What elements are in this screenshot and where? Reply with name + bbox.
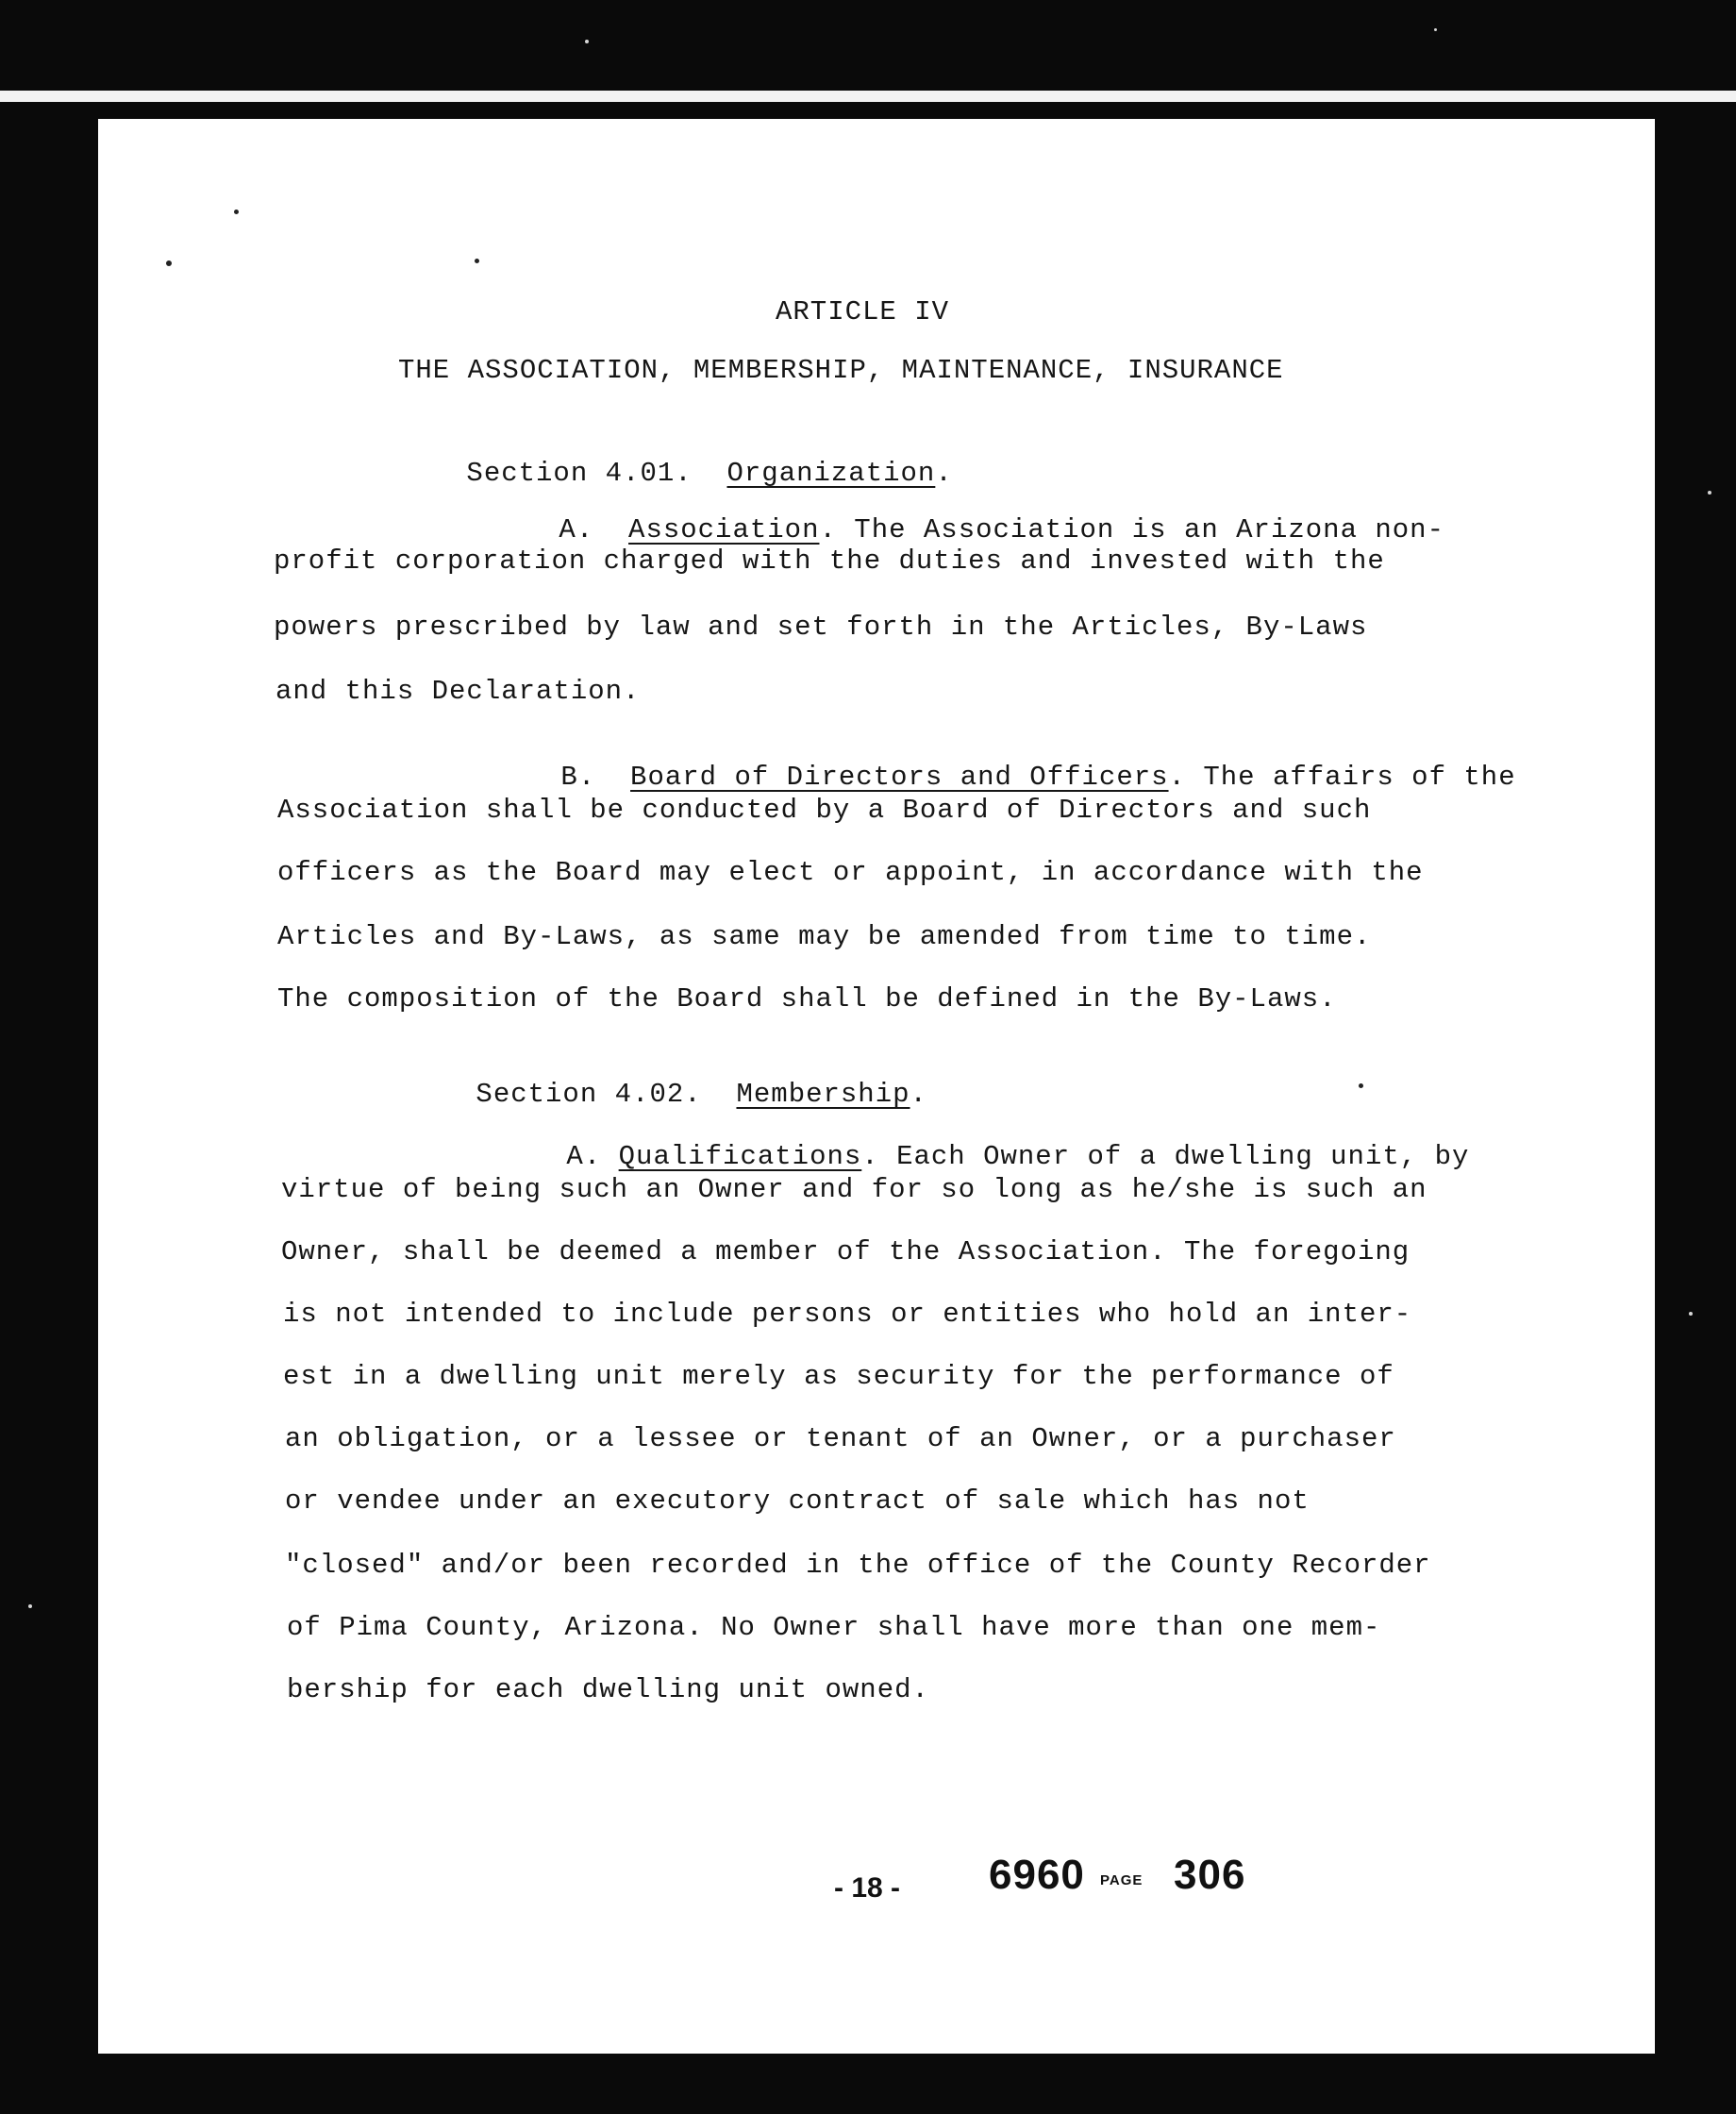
- paragraph-line: officers as the Board may elect or appoint, in accordance with the: [277, 857, 1424, 888]
- scan-speck: [1708, 491, 1711, 495]
- paragraph-line: and this Declaration.: [275, 676, 641, 707]
- paragraph-title: Board of Directors and Officers: [630, 762, 1169, 793]
- paragraph-line: Association shall be conducted by a Board of Directors and such: [277, 795, 1372, 826]
- scan-speck: [234, 210, 239, 214]
- paragraph-line: an obligation, or a lessee or tenant of an Owner, or a purchaser: [285, 1423, 1396, 1454]
- article-title: THE ASSOCIATION, MEMBERSHIP, MAINTENANCE, INSURANCE: [398, 355, 1284, 386]
- paragraph-line: or vendee under an executory contract of sale which has not: [285, 1485, 1310, 1517]
- paragraph-line: est in a dwelling unit merely as security for the performance of: [283, 1361, 1394, 1392]
- page-folio: - 18 -: [834, 1872, 901, 1904]
- section-period: .: [935, 458, 953, 489]
- paragraph-text: . The Association is an Arizona non-: [819, 514, 1444, 545]
- top-border-line: [0, 91, 1736, 102]
- page-word: PAGE: [1100, 1872, 1143, 1888]
- paragraph-title: Association: [628, 514, 820, 545]
- scan-speck: [28, 1604, 32, 1608]
- paragraph-line: is not intended to include persons or entities who hold an inter-: [283, 1299, 1412, 1330]
- paragraph-line: Owner, shall be deemed a member of the Association. The foregoing: [281, 1236, 1410, 1267]
- paragraph-line: The composition of the Board shall be defined in the By-Laws.: [277, 983, 1337, 1015]
- paragraph-line: powers prescribed by law and set forth in the Articles, By-Laws: [274, 612, 1368, 643]
- paragraph-letter: A.: [566, 1141, 602, 1172]
- scan-speck: [1434, 28, 1437, 31]
- paragraph-line: virtue of being such an Owner and for so long as he/she is such an: [281, 1174, 1427, 1205]
- paragraph-line: Articles and By-Laws, as same may be amended from time to time.: [277, 921, 1372, 952]
- section-label: Section 4.02.: [476, 1079, 702, 1110]
- scan-speck: [475, 259, 479, 263]
- scan-speck: [1689, 1312, 1693, 1316]
- section-title: Membership: [736, 1079, 910, 1110]
- scan-speck: [585, 40, 589, 43]
- page-number: 306: [1174, 1852, 1246, 1898]
- paragraph-text: . The affairs of the: [1168, 762, 1516, 793]
- section-period: .: [910, 1079, 927, 1110]
- paragraph-line: bership for each dwelling unit owned.: [287, 1674, 929, 1705]
- section-label: Section 4.01.: [466, 458, 693, 489]
- paragraph-line: of Pima County, Arizona. No Owner shall have more than one mem-: [287, 1612, 1381, 1643]
- book-number: 6960: [989, 1852, 1085, 1898]
- paragraph-line: profit corporation charged with the duties and invested with the: [274, 545, 1385, 577]
- article-heading: ARTICLE IV: [776, 296, 950, 327]
- scan-speck: [1359, 1083, 1363, 1088]
- scan-speck: [166, 260, 172, 266]
- paragraph-letter: A.: [559, 514, 594, 545]
- paragraph-text: . Each Owner of a dwelling unit, by: [861, 1141, 1470, 1172]
- paragraph-title: Qualifications: [618, 1141, 862, 1172]
- paragraph-line: "closed" and/or been recorded in the office of the County Recorder: [285, 1550, 1431, 1581]
- section-title: Organization: [726, 458, 936, 489]
- paragraph-letter: B.: [560, 762, 596, 793]
